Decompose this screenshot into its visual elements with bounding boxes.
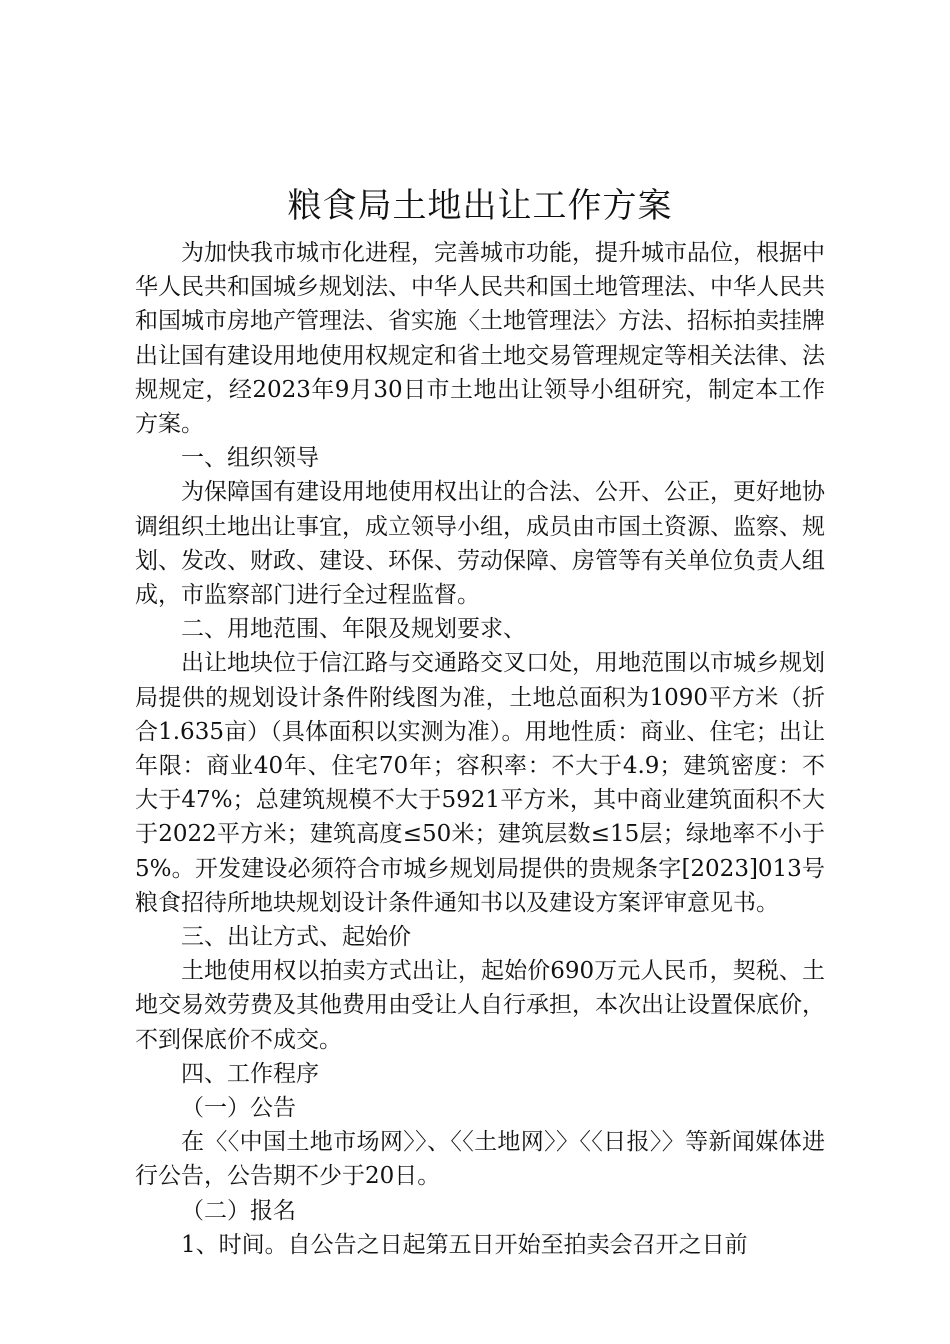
subsection-heading-announcement: （一）公告	[181, 1095, 296, 1122]
subsection-body-announcement: 在〈〈中国土地市场网〉〉、〈〈土地网〉〉〈〈日报〉〉等新闻媒体进行公告，公告期不少于20日。	[135, 1129, 825, 1190]
section-body-organization: 为保障国有建设用地使用权出让的合法、公开、公正，更好地协调组织土地出让事宜，成立领导小组，成员由市国土资源、监察、规划、发改、财政、建设、环保、劳动保障、房管等有关单位负责人组成，市监察部门进行全过程监督。	[135, 479, 825, 609]
section-body-transfer-method: 土地使用权以拍卖方式出让，起始价690万元人民币，契税、土地交易效劳费及其他费用由受让人自行承担，本次出让设置保底价，不到保底价不成交。	[135, 958, 825, 1053]
section-heading-organization: 一、组织领导	[181, 445, 319, 472]
document-page	[135, 180, 825, 1262]
section-heading-land-scope: 二、用地范围、年限及规划要求、	[181, 616, 526, 643]
subsection-heading-registration: （二）报名	[181, 1197, 296, 1224]
section-heading-procedure: 四、工作程序	[181, 1060, 319, 1087]
intro-paragraph: 为加快我市城市化进程，完善城市功能，提升城市品位，根据中华人民共和国城乡规划法、中华人民共和国土地管理法、中华人民共和国城市房地产管理法、省实施〈土地管理法〉方法、招标拍卖挂牌出让国有建设用地使用权规定和省土地交易管理规定等相关法律、法规规定，经2023年9月30日市土地出让领导小组研究，制定本工作方案。	[135, 240, 825, 438]
section-heading-transfer-method: 三、出让方式、起始价	[181, 924, 411, 951]
registration-item-time: 1、时间。自公告之日起第五日开始至拍卖会召开之日前	[181, 1231, 748, 1258]
document-title: 粮食局土地出让工作方案	[287, 186, 673, 226]
section-body-land-scope: 出让地块位于信江路与交通路交叉口处，用地范围以市城乡规划局提供的规划设计条件附线图为准，土地总面积为1090平方米（折合1.635亩）（具体面积以实测为准）。用地性质：商业、住宅；出让年限：商业40年、住宅70年；容积率：不大于4.9；建筑密度：不大于47%；总建筑规模不大于5921平方米，其中商业建筑面积不大于2022平方米；建筑高度≤50米；建筑层数≤15层；绿地率不小于5%。开发建设必须符合市城乡规划局提供的贵规条字[2023]013号粮食招待所地块规划设计条件通知书以及建设方案评审意见书。	[135, 650, 825, 916]
